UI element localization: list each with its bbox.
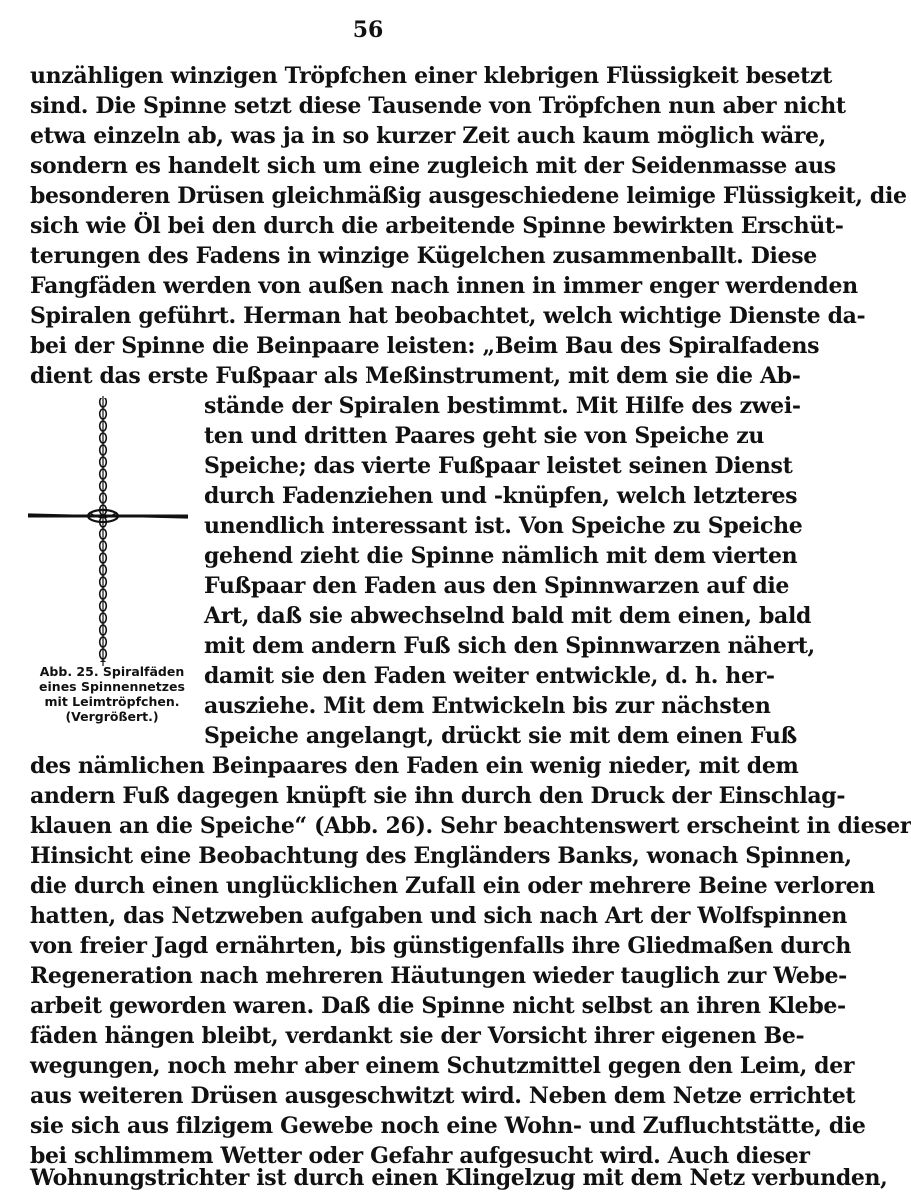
text-line: sondern es handelt sich um eine zugleich mit der Seidenmasse aus [30, 153, 836, 179]
text-line: dient das erste Fußpaar als Meßinstrument, mit dem sie die Ab- [30, 363, 801, 389]
text-line: aus weiteren Drüsen ausgeschwitzt wird. Neben dem Netze errichtet [30, 1083, 856, 1109]
vertical-thread [98, 396, 108, 666]
text-line: sind. Die Spinne setzt diese Tausende von Tröpfchen nun aber nicht [30, 93, 846, 119]
text-line: Art, daß sie abwechselnd bald mit dem einen, bald [204, 603, 811, 629]
text-line: Speiche; das vierte Fußpaar leistet seinen Dienst [204, 453, 793, 479]
text-line: damit sie den Faden weiter entwickle, d. h. her- [204, 663, 775, 689]
text-line: mit dem andern Fuß sich den Spinnwarzen nähert, [204, 633, 815, 659]
text-line: Wohnungstrichter ist durch einen Klingelzug mit dem Netz verbunden, [30, 1165, 888, 1191]
text-line: Regeneration nach mehreren Häutungen wieder tauglich zur Webe- [30, 963, 847, 989]
text-line: unendlich interessant ist. Von Speiche zu Speiche [204, 513, 803, 539]
text-line: hatten, das Netzweben aufgaben und sich nach Art der Wolfspinnen [30, 903, 848, 929]
text-line: Spiralen geführt. Herman hat beobachtet, welch wichtige Dienste da- [30, 303, 866, 329]
text-line: andern Fuß dagegen knüpft sie ihn durch den Druck der Einschlag- [30, 783, 846, 809]
text-line: Hinsicht eine Beobachtung des Engländers Banks, wonach Spinnen, [30, 843, 852, 869]
text-line: etwa einzeln ab, was ja in so kurzer Zeit auch kaum möglich wäre, [30, 123, 826, 149]
text-line: terungen des Fadens in winzige Kügelchen zusammenballt. Diese [30, 243, 817, 269]
text-line: die durch einen unglücklichen Zufall ein oder mehrere Beine verloren [30, 873, 875, 899]
text-line: fäden hängen bleibt, verdankt sie der Vorsicht ihrer eigenen Be- [30, 1023, 805, 1049]
text-line: stände der Spiralen bestimmt. Mit Hilfe des zwei- [204, 393, 801, 419]
spiral-thread-illustration [28, 396, 188, 666]
text-line: sich wie Öl bei den durch die arbeitende Spinne bewirkten Erschüt- [30, 213, 844, 239]
text-line: Fußpaar den Faden aus den Spinnwarzen auf die [204, 573, 790, 599]
text-line: besonderen Drüsen gleichmäßig ausgeschiedene leimige Flüssigkeit, die [30, 183, 907, 209]
text-line: sie sich aus filzigem Gewebe noch eine Wohn- und Zufluchtstätte, die [30, 1113, 866, 1139]
text-line: Fangfäden werden von außen nach innen in immer enger werdenden [30, 273, 858, 299]
text-line: des nämlichen Beinpaares den Faden ein wenig nieder, mit dem [30, 753, 799, 779]
text-line: Speiche angelangt, drückt sie mit dem einen Fuß [204, 723, 797, 749]
text-line: ten und dritten Paares geht sie von Speiche zu [204, 423, 765, 449]
page-number: 56 [352, 17, 384, 43]
text-line: ausziehe. Mit dem Entwickeln bis zur nächsten [204, 693, 771, 719]
caption-line: (Vergrößert.) [65, 709, 159, 724]
text-line: gehend zieht die Spinne nämlich mit dem vierten [204, 543, 798, 569]
figure-caption [26, 664, 198, 724]
text-line: klauen an die Speiche“ (Abb. 26). Sehr beachtenswert erscheint in dieser [30, 813, 911, 839]
caption-line: mit Leimtröpfchen. [44, 694, 180, 709]
caption-line: Abb. 25. Spiralfäden [39, 664, 185, 679]
text-line: bei schlimmem Wetter oder Gefahr aufgesucht wird. Auch dieser [30, 1143, 810, 1169]
text-line: bei der Spinne die Beinpaare leisten: „Beim Bau des Spiralfadens [30, 333, 820, 359]
text-line: von freier Jagd ernährten, bis günstigenfalls ihre Gliedmaßen durch [30, 933, 851, 959]
text-line: unzähligen winzigen Tröpfchen einer klebrigen Flüssigkeit besetzt [30, 63, 832, 89]
text-line: wegungen, noch mehr aber einem Schutzmittel gegen den Leim, der [30, 1053, 855, 1079]
text-line: durch Fadenziehen und -knüpfen, welch letzteres [204, 483, 798, 509]
text-line: arbeit geworden waren. Daß die Spinne nicht selbst an ihren Klebe- [30, 993, 846, 1019]
caption-line: eines Spinnennetzes [39, 679, 185, 694]
